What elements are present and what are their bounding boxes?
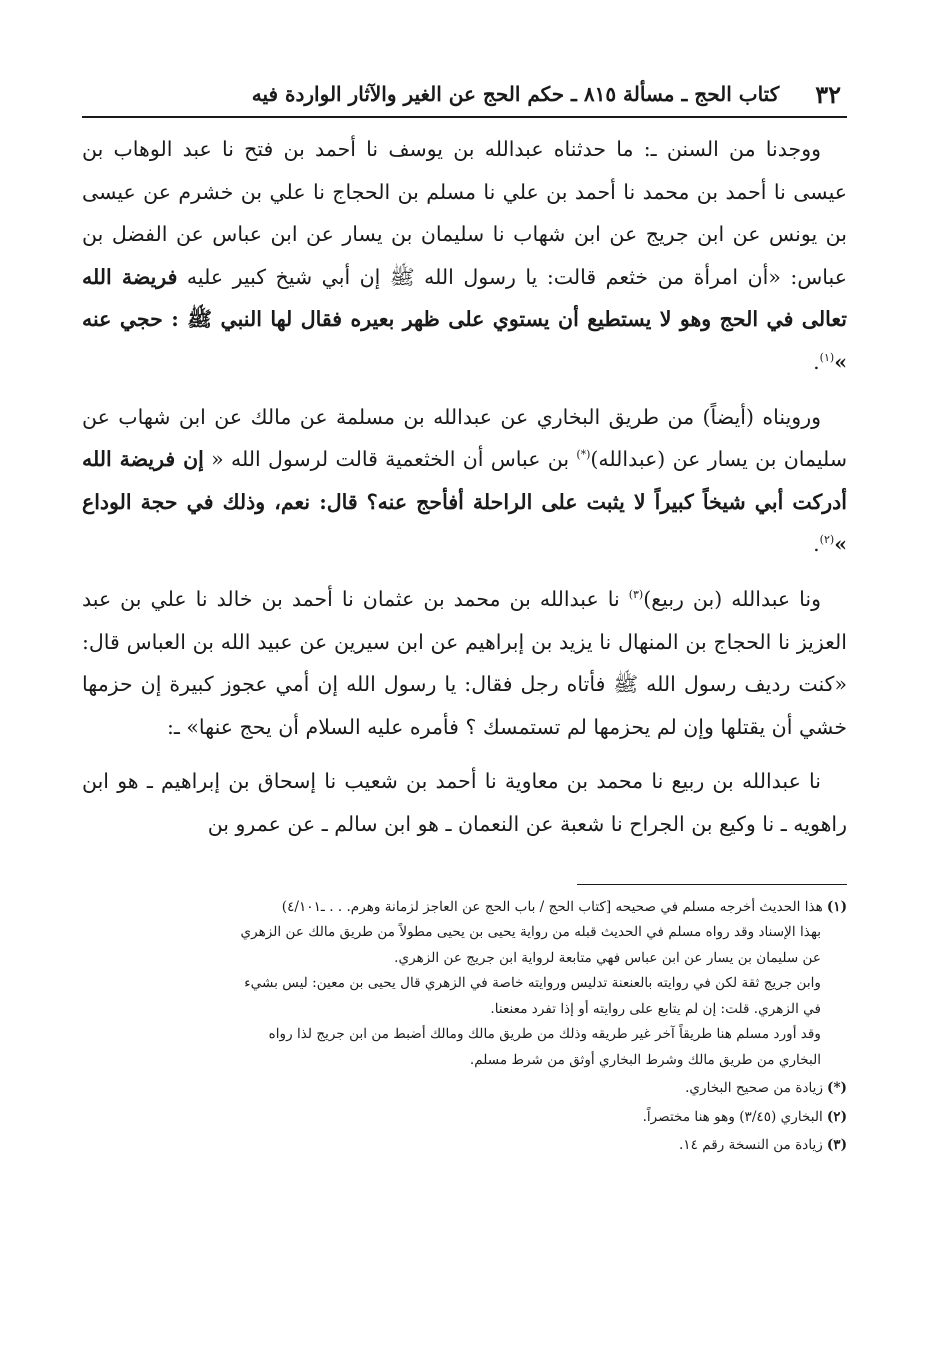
page-number: ٣٢ xyxy=(815,79,841,109)
footnote-ref-1: (١) xyxy=(819,351,835,365)
paragraph-2-text-cont: بن عباس أن الخثعمية قالت لرسول الله « xyxy=(203,447,577,472)
paragraph-2 xyxy=(82,396,847,566)
footnote-star xyxy=(82,1076,847,1102)
body-text xyxy=(82,128,847,846)
footnote-1 xyxy=(82,895,847,1074)
footnote-3 xyxy=(82,1133,847,1159)
footnote-1-line-2: بهذا الإسناد وقد رواه مسلم في الحديث قبله من رواية يحيى بن يحيى مطولاً من طريق مالك عن الزهري xyxy=(240,924,821,940)
header-title: كتاب الحج ـ مسألة ٨١٥ ـ حكم الحج عن الغير والآثار الواردة فيه xyxy=(251,82,780,106)
footnote-1-line-3: عن سليمان بن يسار عن ابن عباس فهي متابعة لرواية ابن جريج عن الزهري. xyxy=(394,949,821,966)
footnote-star-number: (*) xyxy=(827,1080,847,1096)
footnote-star-text: زيادة من صحيح البخاري. xyxy=(685,1080,824,1096)
book-page xyxy=(82,72,847,1362)
footnote-3-number: (٣) xyxy=(826,1137,847,1153)
footnote-1-line-1 xyxy=(82,895,847,921)
paragraph-2-end: . xyxy=(813,532,820,557)
footnote-1-line-5: في الزهري. قلت: إن لم يتابع على روايته أو إذا تفرد معنعنا. xyxy=(490,1000,821,1017)
footnotes xyxy=(82,895,847,1159)
footnote-ref-star: (*) xyxy=(576,448,591,462)
running-header xyxy=(82,72,847,118)
paragraph-4-text: نا عبدالله بن ربيع نا محمد بن معاوية نا أحمد بن شعيب نا إسحاق بن إبراهيم ـ هو ابن راهويه ـ نا وكيع بن الجراح نا شعبة عن النعمان ـ هو ابن سالم ـ عن عمرو بن xyxy=(82,769,847,836)
footnote-1-line-4: وابن جريج ثقة لكن في روايته بالعنعنة تدليس وروايته خاصة في الزهري قال يحيى بن معين: ليس بشيء xyxy=(244,975,821,991)
paragraph-3-text-cont: نا عبدالله بن محمد بن عثمان نا أحمد بن خالد نا علي بن عبد العزيز نا الحجاج بن المنهال نا يزيد بن إبراهيم عن ابن سيرين عن عبيد الله بن العباس قال: «كنت رديف رسول الله ﷺ فأتاه رجل فقال: يا رسول الله إن أمي عجوز كبيرة إن حزمها خشي أن يقتلها وإن لم يحزمها لم تستمسك ؟ فأمره عليه السلام أن يحج عنها» ـ: xyxy=(82,586,847,739)
footnote-ref-2: (٢) xyxy=(819,533,835,547)
footnote-3-text: زيادة من النسخة رقم ١٤. xyxy=(678,1137,823,1153)
footnote-2-number: (٢) xyxy=(826,1108,847,1125)
paragraph-3 xyxy=(82,578,847,748)
paragraph-3-text: ونا عبدالله (بن ربيع) xyxy=(643,586,822,611)
footnote-1-line-1-text: هذا الحديث أخرجه مسلم في صحيحه [كتاب الحج / باب الحج عن العاجز لزمانة وهرم. . . ـ٤/١٠١) xyxy=(281,898,823,915)
footnote-1-number: (١) xyxy=(826,898,847,915)
paragraph-1-end: . xyxy=(813,349,820,374)
footnote-divider xyxy=(577,884,847,885)
paragraph-1-text: ووجدنا من السنن ـ: ما حدثناه عبدالله بن يوسف نا أحمد بن فتح نا عبد الوهاب بن عيسى نا أحمد بن محمد نا أحمد بن علي نا مسلم بن الحجاج نا علي بن خشرم عن عيسى بن يونس عن ابن جريج عن ابن شهاب نا سليمان بن يسار عن ابن عباس عن الفضل بن عباس: «أن امرأة من خثعم قالت: يا رسول الله ﷺ إن أبي شيخ كبير عليه xyxy=(82,137,847,289)
footnote-ref-3: (٣) xyxy=(628,588,644,602)
paragraph-2-text: ورويناه (أيضاً) من طريق البخاري عن عبدالله بن مسلمة عن مالك عن ابن شهاب عن سليمان بن يسار عن (عبدالله) xyxy=(82,404,848,472)
footnote-2 xyxy=(82,1105,847,1131)
footnote-1-line-6: وقد أورد مسلم هنا طريقاً آخر غير طريقه وذلك من طريق مالك ومالك أضبط من ابن جريج لذا رواه xyxy=(268,1026,821,1042)
footnote-2-text: البخاري (٣/٤٥) وهو هنا مختصراً. xyxy=(642,1108,823,1125)
paragraph-2-hadith-text: إن فريضة الله أدركت أبي شيخاً كبيراً لا يثبت على الراحلة أفأحج عنه؟ قال: نعم، وذلك في حجة الوداع » xyxy=(82,447,847,557)
footnote-1-line-7: البخاري من طريق مالك وشرط البخاري أوثق من شرط مسلم. xyxy=(469,1051,821,1068)
paragraph-1-hadith-text: فريضة الله تعالى في الحج وهو لا يستطيع أن يستوي على ظهر بعيره فقال لها النبي ﷺ : حجي عنه » xyxy=(82,264,847,374)
paragraph-4 xyxy=(82,760,847,845)
paragraph-1 xyxy=(82,128,847,384)
